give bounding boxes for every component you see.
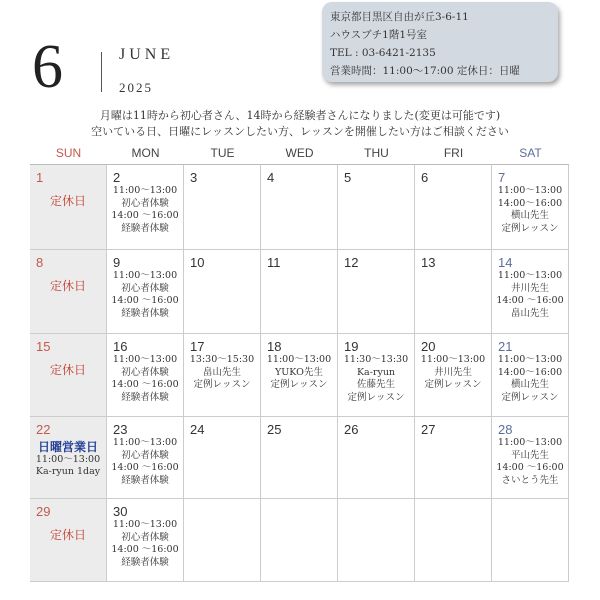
closed-day-label: 定休日	[49, 279, 86, 293]
event-line: YUKO先生	[275, 366, 323, 378]
day-cell[interactable]	[415, 417, 492, 499]
day-cell[interactable]	[184, 334, 261, 417]
event-line: 定例レッスン	[347, 391, 405, 403]
event-line: 14:00 ～16:00	[496, 462, 564, 473]
event-line: 初心者体験	[121, 282, 169, 294]
day-number: 9	[113, 255, 121, 270]
note-line: 空いている日、日曜にレッスンしたい方、レッスンを開催したい方はご相談ください	[91, 125, 509, 138]
day-cell[interactable]	[30, 250, 107, 334]
event-line: 13:30～15:30	[189, 354, 255, 365]
event-line: 畠山先生	[202, 366, 241, 378]
day-cell[interactable]	[492, 417, 569, 499]
event-line: 11:00～13:00	[420, 354, 486, 365]
event-line: Ka-ryun	[356, 366, 396, 378]
event-line: 14:00 ～16:00	[111, 210, 179, 221]
event-line: 経験者体験	[121, 556, 169, 568]
day-cell[interactable]	[261, 250, 338, 334]
month-number: 6	[32, 33, 63, 101]
day-cell[interactable]	[184, 499, 261, 582]
day-number: 27	[421, 422, 436, 437]
day-cell[interactable]	[107, 334, 184, 417]
event-line: 11:00～13:00	[497, 437, 563, 448]
day-number: 28	[498, 422, 513, 437]
event-line: 11:00～13:00	[112, 519, 178, 530]
day-cell[interactable]	[261, 499, 338, 582]
day-number: 30	[113, 504, 128, 519]
event-line: 14:00 ～16:00	[111, 544, 179, 555]
event-line: 初心者体験	[121, 197, 169, 209]
day-cell[interactable]	[492, 334, 569, 417]
event-line: 11:00～13:00	[112, 437, 178, 448]
event-line: 経験者体験	[121, 222, 169, 234]
event-line: 井川先生	[433, 366, 472, 378]
day-cell[interactable]	[184, 417, 261, 499]
weekday-fri: FRI	[443, 146, 464, 160]
day-number: 19	[344, 339, 359, 354]
calendar-grid	[30, 164, 569, 582]
info-tel: TEL : 03-6421-2135	[330, 47, 436, 59]
event-line: 11:00～13:00	[497, 185, 563, 196]
event-line: 14:00 ～16:00	[111, 295, 179, 306]
event-line: 畠山先生	[510, 307, 549, 319]
info-box	[322, 2, 558, 82]
day-cell[interactable]	[492, 499, 569, 582]
event-line: 14:00 ～16:00	[111, 462, 179, 473]
event-line: 佐藤先生	[356, 379, 395, 390]
day-number: 25	[267, 422, 282, 437]
day-cell[interactable]	[415, 250, 492, 334]
event-line: 11:00～13:00	[112, 354, 178, 365]
day-cell[interactable]	[30, 499, 107, 582]
day-number: 20	[421, 339, 436, 354]
closed-day-label: 定休日	[49, 194, 86, 208]
event-line: 定例レッスン	[424, 379, 482, 390]
day-number: 15	[36, 339, 51, 354]
day-cell[interactable]	[338, 165, 415, 250]
info-hours: 営業時間：11:00～17:00 定休日：日曜	[330, 65, 520, 77]
weekday-wed: WED	[285, 146, 314, 160]
event-line: 横山先生	[510, 379, 549, 390]
event-line: 定例レッスン	[270, 379, 328, 390]
event-line: 11:00～13:00	[112, 270, 178, 281]
closed-day-label: 定休日	[49, 528, 86, 542]
day-number: 7	[498, 170, 506, 185]
day-cell[interactable]	[415, 334, 492, 417]
day-cell[interactable]	[107, 165, 184, 250]
event-line: 初心者体験	[121, 449, 169, 461]
day-number: 17	[190, 339, 205, 354]
day-cell[interactable]	[30, 334, 107, 417]
day-number: 4	[267, 170, 275, 185]
event-line: 11:00～13:00	[112, 185, 178, 196]
event-line: 11:00～13:00	[497, 354, 563, 365]
day-number: 11	[267, 255, 281, 270]
day-cell[interactable]	[184, 250, 261, 334]
day-cell[interactable]	[492, 250, 569, 334]
day-number: 6	[421, 170, 429, 185]
day-cell[interactable]	[261, 334, 338, 417]
day-cell[interactable]	[415, 499, 492, 582]
event-line: 横山先生	[510, 210, 549, 221]
day-number: 12	[344, 255, 359, 270]
day-cell[interactable]	[30, 417, 107, 499]
day-number: 21	[498, 339, 513, 354]
event-line: 14:00～16:00	[497, 197, 563, 209]
day-number: 16	[113, 339, 128, 354]
day-cell[interactable]	[107, 417, 184, 499]
day-cell[interactable]	[184, 165, 261, 250]
day-number: 24	[190, 422, 205, 437]
notes	[0, 108, 600, 140]
event-line: 経験者体験	[121, 391, 169, 403]
day-cell[interactable]	[338, 499, 415, 582]
info-building: ハウスブチ1階1号室	[330, 29, 428, 41]
weekday-tue: TUE	[210, 146, 235, 160]
day-number: 22	[36, 422, 51, 437]
event-line: 14:00 ～16:00	[111, 379, 179, 390]
event-line: 11:00～13:00	[266, 354, 332, 365]
header-divider	[101, 52, 102, 92]
day-cell[interactable]	[107, 250, 184, 334]
open-day-label: 日曜営業日	[37, 440, 98, 454]
day-number: 1	[36, 170, 44, 185]
event-line: 11:00～13:00	[35, 453, 101, 465]
weekday-sat: SAT	[519, 146, 542, 160]
day-number: 26	[344, 422, 359, 437]
day-number: 23	[113, 422, 128, 437]
event-line: 定例レッスン	[501, 391, 559, 403]
event-line: 井川先生	[510, 282, 549, 294]
day-number: 29	[36, 504, 51, 519]
day-number: 13	[421, 255, 436, 270]
day-cell[interactable]	[415, 165, 492, 250]
day-cell[interactable]	[261, 417, 338, 499]
event-line: 初心者体験	[121, 366, 169, 378]
day-number: 8	[36, 255, 44, 270]
day-cell[interactable]	[30, 165, 107, 250]
day-number: 2	[113, 170, 121, 185]
day-cell[interactable]	[492, 165, 569, 250]
event-line: 平山先生	[510, 449, 549, 461]
event-line: 初心者体験	[121, 531, 169, 543]
event-line: 定例レッスン	[501, 222, 559, 234]
event-line: 11:00～13:00	[497, 270, 563, 281]
event-line: 経験者体験	[121, 474, 169, 486]
event-line: 定例レッスン	[193, 379, 251, 390]
event-line: さいとう先生	[501, 474, 559, 486]
closed-day-label: 定休日	[49, 363, 86, 377]
month-name: JUNE	[119, 46, 175, 63]
note-line: 月曜は11時から初心者さん、14時から経験者さんになりました(変更は可能です)	[99, 109, 501, 122]
event-line: Ka-ryun 1day	[35, 466, 101, 477]
day-cell[interactable]	[261, 165, 338, 250]
event-line: 14:00～16:00	[497, 366, 563, 378]
day-number: 3	[190, 170, 198, 185]
event-line: 経験者体験	[121, 307, 169, 319]
day-cell[interactable]	[107, 499, 184, 582]
weekday-thu: THU	[364, 146, 389, 160]
event-line: 11:30～13:30	[343, 354, 409, 365]
day-number: 5	[344, 170, 352, 185]
weekday-mon: MON	[131, 146, 160, 160]
day-cell[interactable]	[338, 334, 415, 417]
day-number: 10	[190, 255, 205, 270]
day-number: 18	[267, 339, 282, 354]
year: 2025	[119, 80, 153, 95]
day-cell[interactable]	[338, 250, 415, 334]
info-address: 東京都目黒区自由が丘3-6-11	[330, 11, 469, 23]
event-line: 14:00 ～16:00	[496, 295, 564, 306]
weekday-sun: SUN	[55, 146, 82, 160]
day-cell[interactable]	[338, 417, 415, 499]
day-number: 14	[498, 255, 513, 270]
